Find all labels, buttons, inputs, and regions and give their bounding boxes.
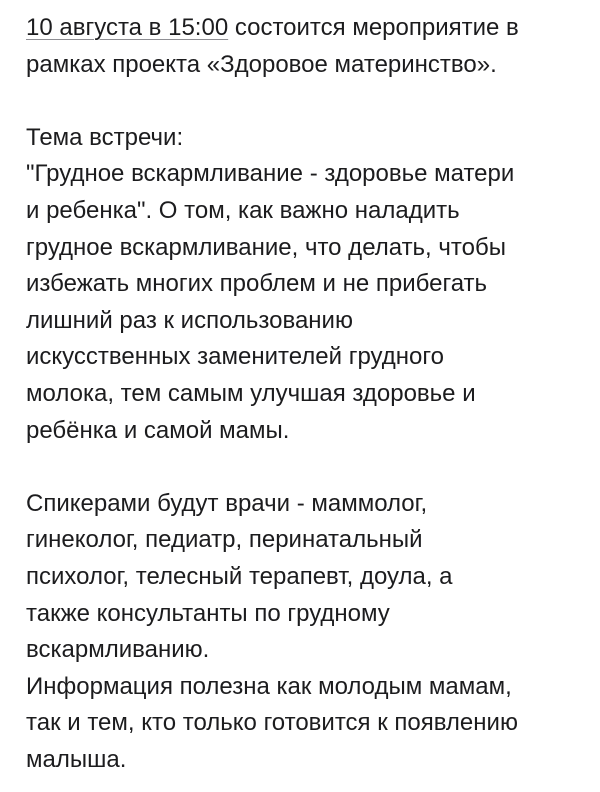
speakers-line: так и тем, кто только готовится к появлению bbox=[26, 709, 518, 737]
intro-line-2: рамках проекта «Здоровое материнство». bbox=[26, 50, 497, 78]
speakers-line: психолог, телесный терапевт, доула, а bbox=[26, 562, 453, 590]
topic-line: "Грудное вскармливание - здоровье матери bbox=[26, 160, 515, 188]
topic-line: избежать многих проблем и не прибегать bbox=[26, 270, 488, 298]
event-date-link[interactable]: 10 августа в 15:00 bbox=[26, 14, 229, 41]
message-text bbox=[26, 10, 586, 778]
speakers-line: Информация полезна как молодым мамам, bbox=[26, 672, 512, 700]
topic-line: и ребенка". О том, как важно наладить bbox=[26, 196, 460, 224]
intro-line-1 bbox=[26, 10, 586, 47]
speakers-line: малыша. bbox=[26, 745, 127, 773]
topic-line: искусственных заменителей грудного bbox=[26, 343, 444, 371]
topic-line: лишний раз к использованию bbox=[26, 306, 353, 334]
topic-line: ребёнка и самой мамы. bbox=[26, 416, 290, 444]
speakers-line: гинеколог, педиатр, перинатальный bbox=[26, 526, 423, 554]
topic-line: молока, тем самым улучшая здоровье и bbox=[26, 379, 476, 407]
speakers-line: также консультанты по грудному bbox=[26, 599, 390, 627]
intro-line-1-text: состоится мероприятие в bbox=[228, 14, 519, 41]
topic-line: грудное вскармливание, что делать, чтобы bbox=[26, 233, 506, 261]
speakers-line: Спикерами будут врачи - маммолог, bbox=[26, 489, 428, 517]
paragraph-gap bbox=[26, 449, 586, 486]
topic-line: Тема встречи: bbox=[26, 123, 184, 151]
paragraph-gap bbox=[26, 83, 586, 120]
speakers-line: вскармливанию. bbox=[26, 636, 210, 664]
